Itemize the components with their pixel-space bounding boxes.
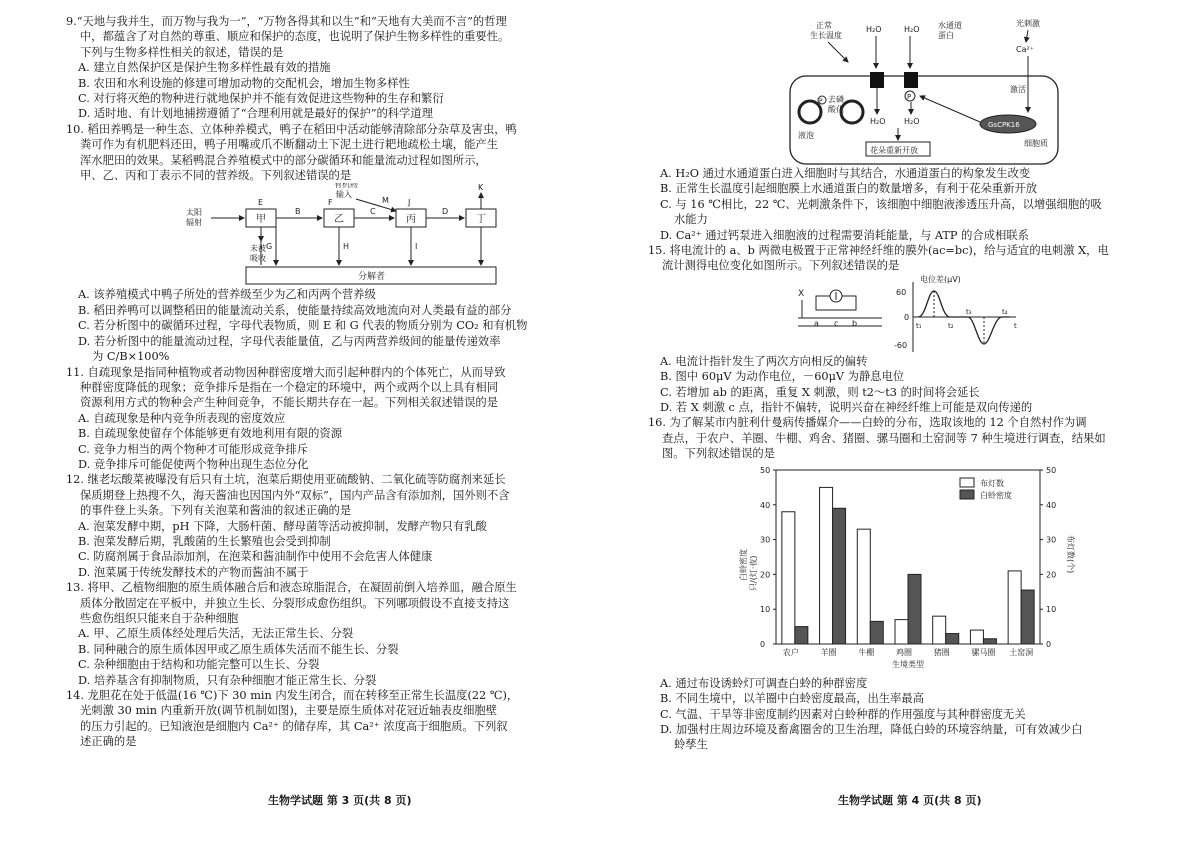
legend-label: 布灯数	[980, 478, 1004, 488]
q14-stem-line: 的压力引起的。已知液泡是细胞内 Ca²⁺ 的储存库，其 Ca²⁺ 浓度高于细胞质。下列叙	[80, 719, 508, 733]
question-14	[66, 688, 578, 750]
legend-swatch	[960, 490, 974, 499]
x-tick-label: 农户	[782, 647, 799, 657]
question-9	[66, 14, 578, 122]
q16-option-d: D. 加强村庄周边环境及畜禽圈舍的卫生治理，降低白蛉的环境容纳量，可有效减少白	[660, 722, 1083, 736]
svg-text:H: H	[343, 242, 350, 252]
svg-text:t₃: t₃	[966, 307, 972, 316]
question-11	[66, 365, 578, 473]
q15-option-a: A. 电流计指针发生了两次方向相反的偏转	[660, 354, 868, 368]
bar-lamps	[1008, 571, 1021, 644]
svg-text:J: J	[408, 198, 411, 208]
y-tick-label-left: 30	[760, 535, 771, 545]
water-label: H₂O	[904, 25, 920, 34]
q13-option-b: B. 同种融合的原生质体因甲或乙原生质体失活而不能生长、分裂	[78, 642, 399, 656]
q14-stem-line: 述正确的是	[80, 735, 137, 749]
water-label: H₂O	[904, 117, 920, 126]
y-axis-label-left: 白蛉密度	[739, 548, 748, 581]
left-column	[66, 14, 578, 750]
svg-text:D: D	[442, 207, 449, 217]
y-axis-label-right: 布灯数(个)	[1066, 534, 1075, 573]
svg-text:K: K	[478, 183, 484, 193]
q14-option-c: C. 与 16 ℃相比，22 ℃、光刺激条件下，该细胞中细胞液渗透压升高，以增强细胞的吸	[660, 197, 1102, 211]
unabsorbed-label: 吸收	[250, 254, 266, 264]
carbon-cycle-svg	[66, 183, 578, 287]
x-tick-label: 牛棚	[858, 647, 875, 657]
svg-text:a: a	[814, 318, 819, 328]
svg-text:M: M	[382, 196, 389, 206]
svg-text:t₂: t₂	[948, 321, 954, 330]
bar-lamps	[895, 619, 908, 643]
svg-text:t: t	[1014, 321, 1017, 330]
q11-option-d: D. 竞争排斥可能促使两个物种出现生态位分化	[78, 457, 309, 471]
page-footer-left: 生物学试题 第 3 页(共 8 页)	[268, 794, 412, 807]
cell-regulation-svg	[648, 14, 1140, 166]
bar-density	[908, 574, 921, 644]
q13-option-c: C. 杂种细胞由于结构和功能完整可以生长、分裂	[78, 658, 320, 672]
svg-text:t₁: t₁	[916, 321, 922, 330]
question-10	[66, 122, 578, 365]
q13-option-a: A. 甲、乙原生质体经处理后失活，无法正常生长、分裂	[78, 627, 354, 641]
svg-text:G: G	[266, 242, 273, 252]
level-jia: 甲	[256, 214, 266, 226]
bar-density	[946, 633, 959, 643]
y-tick-label-left: 10	[760, 604, 771, 614]
legend-swatch	[960, 478, 974, 487]
y-tick-label-right: 20	[1046, 570, 1057, 580]
q11-option-c: C. 竞争力相当的两个物种才可能形成竞争排斥	[78, 442, 309, 456]
q10-stem-line: 10. 稻田养鸭是一种生态、立体种养模式，鸭子在稻田中活动能够清除部分杂草及害虫，鸭	[66, 122, 517, 136]
q9-stem-line: 中，都蕴含了对自然的尊重、顺应和保护的态度，也说明了保护生物多样性的重要性。	[80, 30, 510, 44]
q11-option-a: A. 自疏现象是种内竞争所表现的密度效应	[78, 411, 286, 425]
q16-option-a: A. 通过布设诱蛉灯可调查白蛉的种群密度	[660, 676, 868, 690]
svg-text:-60: -60	[894, 340, 908, 350]
q9-option-a: A. 建立自然保护区是保护生物多样性最有效的措施	[78, 61, 331, 75]
q11-stem-line: 资源利用方式的物种会产生种间竞争，不能长期共存在一起。下列相关叙述错误的是	[80, 396, 498, 410]
potential-svg	[648, 274, 1140, 354]
q12-option-d: D. 泡菜属于传统发酵技术的产物而酱油不属于	[78, 565, 309, 579]
legend-label: 白蛉密度	[980, 490, 1012, 500]
carbon-cycle-diagram	[66, 183, 578, 287]
channel-label: 蛋白	[938, 31, 954, 40]
q10-option-d: D. 若分析图中的能量流动过程，字母代表能量值，乙与丙两营养级间的能量传递效率	[78, 334, 501, 348]
potential-ylabel: 电位差(μV)	[920, 274, 961, 284]
q12-option-b: B. 泡菜发酵后期，乳酸菌的生长繁殖也会受到抑制	[78, 534, 331, 548]
svg-text:P: P	[819, 98, 823, 105]
y-tick-label-left: 0	[760, 639, 766, 649]
organic-input-label: 输入	[336, 190, 352, 200]
bar-density	[983, 638, 996, 643]
bar-density	[870, 621, 883, 644]
level-ding: 丁	[476, 214, 486, 226]
y-tick-label-right: 40	[1046, 500, 1057, 510]
y-tick-label-right: 10	[1046, 604, 1057, 614]
sunlight-label: 辐射	[186, 218, 202, 228]
temp-label: 正常	[816, 21, 832, 30]
q16-stem-line: 查点，于农户、羊圈、牛棚、鸡舍、猪圈、骡马圈和土窑洞等 7 种生境进行调查，结果如	[662, 431, 1106, 445]
x-tick-label: 羊圈	[820, 647, 837, 657]
q10-option-d-cont: 为 C/B×100%	[92, 350, 170, 364]
y-tick-label-left: 40	[760, 500, 771, 510]
q14-stem-line: 光刺激 30 min 内重新开放(调节机制如图)，主要是原生质体对花冠近轴表皮细胞壁	[80, 704, 498, 718]
vacuole-label: 液泡	[798, 131, 814, 140]
svg-text:0: 0	[904, 312, 910, 322]
page-footer-right: 生物学试题 第 4 页(共 8 页)	[838, 794, 982, 807]
q13-stem-line: 些愈伤组织只能来自于杂种细胞	[80, 612, 239, 625]
q16-option-c: C. 气温、干旱等非密度制约因素对白蛉种群的作用强度与其种群密度无关	[660, 707, 1026, 721]
habitat-bar-chart	[648, 462, 1140, 676]
q10-stem-line: 粪可作为有机肥料还田，鸭子用嘴或爪不断翻动土下泥土进行耙地疏松土壤，能产生	[80, 138, 498, 152]
y-axis-label-left: 只/(灯·夜)	[749, 555, 758, 591]
level-bing: 丙	[406, 214, 416, 226]
temp-label: 生长温度	[810, 31, 842, 40]
y-tick-label-left: 50	[760, 465, 771, 475]
bar-lamps	[933, 616, 946, 644]
svg-text:b: b	[852, 318, 858, 328]
result-label: 花朵重新开放	[870, 146, 918, 155]
q11-stem-line: 种群密度降低的现象；竞争排斥是指在一个稳定的环境中，两个或两个以上具有相同	[80, 380, 498, 394]
q9-stem-line: 9.“天地与我并生，而万物与我为一”，“万物各得其和以生”和“天地有大美而不言”的哲理	[66, 15, 507, 28]
water-channel-protein	[870, 72, 884, 88]
q12-stem-line: 保质期登上热搜不久，海天酱油也因国内外“双标”，国内产品含有添加剂，国外则不含	[80, 488, 510, 502]
right-column	[648, 14, 1140, 753]
q16-stem-line: 16. 为了解某市内脏利什曼病传播媒介——白蛉的分布，选取该地的 12 个自然村作为调	[648, 416, 1087, 430]
q10-stem-line: 浑水肥田的效果。某稻鸭混合养殖模式中的部分碳循环和能量流动过程如图所示，	[80, 153, 487, 167]
bar-lamps	[782, 511, 795, 643]
svg-text:C: C	[370, 207, 376, 217]
ca-label: Ca²⁺	[1016, 45, 1034, 54]
y-tick-label-right: 0	[1046, 639, 1052, 649]
vacuole	[841, 101, 863, 123]
dephos-label: 酸化	[828, 105, 844, 114]
q9-stem-line: 下列与生物多样性相关的叙述，错误的是	[80, 45, 284, 59]
svg-text:60: 60	[896, 287, 907, 297]
q9-option-b: B. 农田和水利设施的修建可增加动物的交配机会，增加生物多样性	[78, 76, 410, 90]
y-tick-label-left: 20	[760, 570, 771, 580]
x-tick-label: 猪圈	[933, 647, 950, 657]
q16-option-d-cont: 蛉孳生	[674, 738, 708, 752]
q12-stem-line: 的事件登上头条。下列有关泡菜和酱油的叙述正确的是	[80, 504, 352, 518]
question-16	[648, 415, 1140, 752]
organic-input-label: 有机物	[334, 183, 358, 190]
q11-stem-line: 11. 自疏现象是指同种植物或者动物因种群密度增大而引起种群内的个体死亡，从而导致	[66, 365, 506, 379]
svg-text:E: E	[258, 198, 264, 208]
cell-regulation-diagram	[648, 14, 1140, 166]
q10-option-a: A. 该养殖模式中鸭子所处的营养级至少为乙和丙两个营养级	[78, 288, 376, 302]
question-12	[66, 472, 578, 580]
unabsorbed-label: 未被	[250, 244, 266, 254]
water-label: H₂O	[870, 117, 886, 126]
q14-option-a: A. H₂O 通过水通道蛋白进入细胞时与其结合，水通道蛋白的构象发生改变	[660, 167, 1031, 180]
channel-label: 水通道	[938, 21, 962, 30]
y-tick-label-right: 30	[1046, 535, 1057, 545]
q9-option-d: D. 适时地、有计划地捕捞遵循了“合理利用就是最好的保护”的科学道理	[78, 107, 433, 121]
x-tick-label: 骡马圈	[971, 647, 996, 657]
bar-density	[833, 508, 846, 644]
q15-option-b: B. 图中 60μV 为动作电位，－60μV 为静息电位	[660, 370, 905, 384]
q14-option-c-cont: 水能力	[674, 213, 708, 227]
q10-stem-line: 甲、乙、丙和丁表示不同的营养级。下列叙述错误的是	[80, 169, 352, 183]
x-tick-label: 鸡圈	[896, 647, 912, 657]
q14-option-b: B. 正常生长温度引起细胞膜上水通道蛋白的数量增多，有利于花朵重新开放	[660, 182, 1037, 196]
cytoplasm-label: 细胞质	[1024, 139, 1048, 148]
q15-option-c: C. 若增加 ab 的距离，重复 X 刺激，则 t2～t3 的时间将会延长	[660, 385, 980, 399]
q12-option-a: A. 泡菜发酵中期，pH 下降，大肠杆菌、酵母菌等活动被抑制，发酵产物只有乳酸	[78, 519, 487, 533]
habitat-chart-svg	[648, 462, 1140, 676]
q13-option-d: D. 培养基含有抑制物质，只有杂种细胞才能正常生长、分裂	[78, 673, 377, 687]
vacuole	[799, 101, 821, 123]
decomposer-label: 分解者	[358, 272, 386, 283]
q10-option-c: C. 若分析图中的碳循环过程，字母代表物质，则 E 和 G 代表的物质分别为 CO₂ 和有机物	[78, 319, 528, 333]
q14-stem-line: 14. 龙胆花在处于低温(16 ℃)下 30 min 内发生闭合，而在转移至正常生长温度(22 ℃)，	[66, 689, 519, 703]
bar-density	[795, 626, 808, 643]
svg-text:P: P	[907, 93, 912, 101]
enzyme-label: GsCPK16	[988, 121, 1020, 129]
water-label: H₂O	[866, 25, 882, 34]
q12-option-c: C. 防腐剂属于食品添加剂，在泡菜和酱油制作中使用不会危害人体健康	[78, 550, 433, 564]
q14-option-d: D. Ca²⁺ 通过钙泵进入细胞液的过程需要消耗能量，与 ATP 的合成相联系	[660, 228, 1029, 242]
q15-stem-line: 15. 将电流计的 a、b 两微电极置于正常神经纤维的膜外(ac=bc)，给与适宜的电刺激 X，电	[648, 244, 1109, 258]
x-axis-label: 生境类型	[892, 659, 924, 669]
q13-stem-line: 13. 将甲、乙植物细胞的原生质体融合后和液态琼脂混合，在凝固前倒入培养皿，融合原生	[66, 581, 517, 595]
sunlight-label: 太阳	[186, 208, 202, 218]
bar-lamps	[857, 529, 870, 644]
bar-lamps	[970, 630, 983, 644]
svg-text:F: F	[328, 198, 333, 208]
potential-figure	[648, 274, 1140, 354]
level-yi: 乙	[334, 214, 344, 226]
q16-option-b: B. 不同生境中，以羊圈中白蛉密度最高，出生率最高	[660, 692, 925, 706]
dephos-label: 去磷	[828, 95, 844, 104]
question-15	[648, 243, 1140, 415]
svg-text:c: c	[834, 318, 839, 328]
water-channel-protein	[904, 72, 918, 88]
question-13	[66, 580, 578, 688]
activate-label: 激活	[1010, 85, 1026, 94]
bar-density	[1021, 590, 1034, 644]
y-tick-label-right: 50	[1046, 465, 1057, 475]
bar-lamps	[820, 487, 833, 644]
svg-text:t₄: t₄	[1002, 307, 1008, 316]
q16-stem-line: 图。下列叙述错误的是	[662, 447, 775, 461]
light-label: 光刺激	[1016, 19, 1040, 28]
stimulus-label: X	[798, 288, 805, 299]
q15-stem-line: 流计测得电位变化如图所示。下列叙述错误的是	[662, 259, 900, 273]
q11-option-b: B. 自疏现象使留存个体能够更有效地利用有限的资源	[78, 427, 343, 441]
svg-text:B: B	[295, 207, 301, 217]
q13-stem-line: 质体分散固定在平板中，并独立生长、分裂形成愈伤组织。下列哪项假设不直接支持这	[80, 596, 510, 610]
q15-option-d: D. 若 X 刺激 c 点，指针不偏转，说明兴奋在神经纤维上可能是双向传递的	[660, 401, 1033, 415]
q10-option-b: B. 稻田养鸭可以调整稻田的能量流动关系，使能量持续高效地流向对人类最有益的部分	[78, 303, 512, 317]
x-tick-label: 土窑洞	[1009, 647, 1034, 657]
q9-option-c: C. 对行将灭绝的物种进行就地保护并不能有效促进这些物种的生存和繁衍	[78, 92, 444, 106]
svg-text:I: I	[415, 242, 418, 252]
q12-stem-line: 12. 继老坛酸菜被曝没有后只有土坑，泡菜后期使用亚硫酸钠、二氧化硫等防腐剂来延长	[66, 473, 506, 487]
